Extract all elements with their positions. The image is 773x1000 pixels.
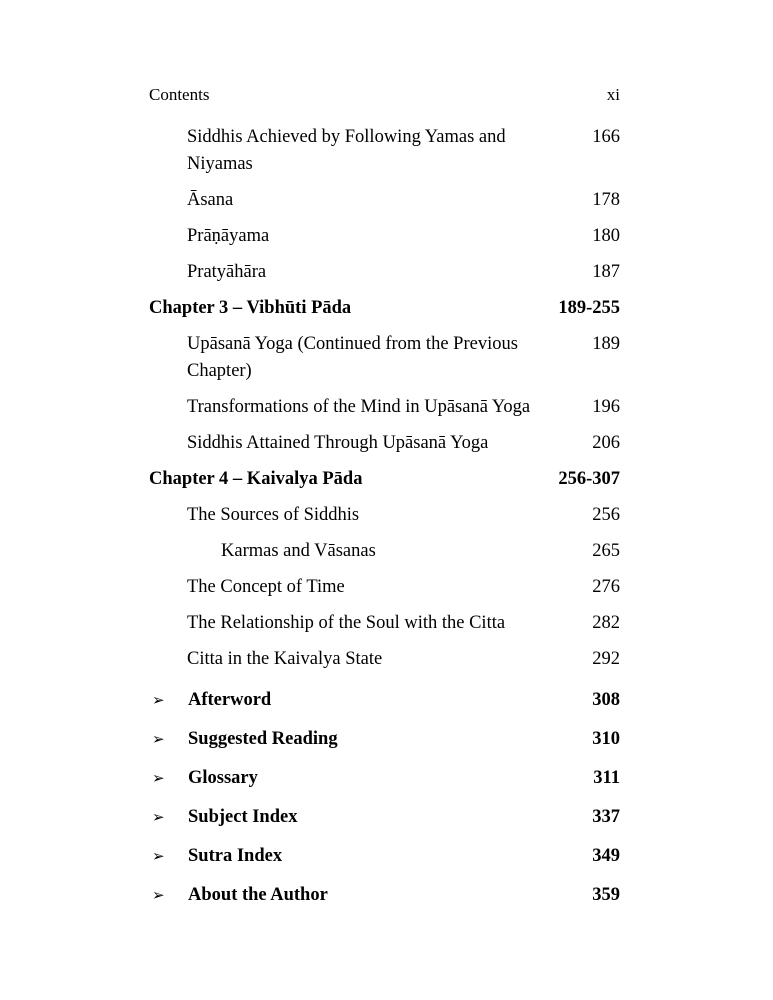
toc-entry-page-number: 265	[592, 541, 620, 561]
toc-entry-label: Transformations of the Mind in Upāsanā Yoga	[187, 397, 531, 417]
toc-entry-row[interactable]	[149, 430, 620, 457]
toc-entry-page-number: 256	[592, 505, 620, 525]
toc-entry-page-number: 196	[592, 397, 620, 417]
back-matter-row[interactable]	[149, 726, 620, 753]
toc-entry-page-number: 282	[592, 613, 620, 633]
toc-entry-label: Chapter 4 – Kaivalya Pāda	[149, 469, 363, 489]
toc-entry-label: The Relationship of the Soul with the Citta	[187, 613, 506, 633]
toc-entry-label: Prāṇāyama	[187, 226, 270, 246]
back-matter-label: About the Author	[188, 885, 328, 905]
toc-entry-page-number: 206	[592, 433, 620, 453]
toc-entry-label: Upāsanā Yoga (Continued from the Previous Chapter)	[187, 334, 518, 381]
toc-chapter-row[interactable]	[149, 295, 620, 322]
toc-entry-row[interactable]	[149, 574, 620, 601]
toc-entry-row[interactable]	[149, 394, 620, 421]
back-matter-label: Suggested Reading	[188, 729, 338, 749]
back-matter-row[interactable]	[149, 882, 620, 909]
toc-entry-label: Chapter 3 – Vibhūti Pāda	[149, 298, 352, 318]
back-matter-label: Subject Index	[188, 807, 298, 827]
back-matter-row[interactable]	[149, 765, 620, 792]
back-matter-page-number: 337	[592, 807, 620, 827]
running-head	[149, 84, 620, 105]
back-matter-page-number: 349	[592, 846, 620, 866]
toc-entry-label: Citta in the Kaivalya State	[187, 649, 383, 669]
back-matter-row[interactable]	[149, 687, 620, 714]
back-matter-label: Afterword	[188, 690, 272, 710]
back-matter-label: Sutra Index	[188, 846, 283, 866]
back-matter-page-number: 311	[593, 768, 620, 788]
toc-entry-row[interactable]	[149, 646, 620, 673]
toc-entry-row[interactable]	[149, 187, 620, 214]
back-matter-row[interactable]	[149, 804, 620, 831]
toc-entry-page-number: 178	[592, 190, 620, 210]
toc-entry-page-number: 189-255	[558, 298, 620, 318]
back-matter-page-number: 359	[592, 885, 620, 905]
toc-entry-row[interactable]	[149, 538, 620, 565]
arrowhead-bullet-icon: ➢	[152, 730, 165, 748]
arrowhead-bullet-icon: ➢	[152, 691, 165, 709]
table-of-contents	[149, 124, 620, 921]
toc-entry-label: Siddhis Attained Through Upāsanā Yoga	[187, 433, 489, 453]
toc-entry-page-number: 276	[592, 577, 620, 597]
toc-entry-page-number: 180	[592, 226, 620, 246]
toc-entry-page-number: 187	[592, 262, 620, 282]
arrowhead-bullet-icon: ➢	[152, 808, 165, 826]
back-matter-page-number: 310	[592, 729, 620, 749]
toc-chapter-row[interactable]	[149, 466, 620, 493]
back-matter-list	[149, 687, 620, 909]
toc-entry-page-number: 166	[592, 127, 620, 147]
toc-entry-label: Siddhis Achieved by Following Yamas and Niyamas	[187, 127, 506, 174]
toc-entry-page-number: 256-307	[558, 469, 620, 489]
toc-entry-label: The Sources of Siddhis	[187, 505, 360, 525]
toc-entry-label: Karmas and Vāsanas	[221, 541, 376, 561]
back-matter-page-number: 308	[592, 690, 620, 710]
arrowhead-bullet-icon: ➢	[152, 886, 165, 904]
running-head-title: Contents	[149, 85, 210, 104]
toc-entry-row[interactable]	[149, 259, 620, 286]
toc-entry-row[interactable]	[149, 502, 620, 529]
toc-entry-row[interactable]	[149, 610, 620, 637]
back-matter-label: Glossary	[188, 768, 258, 788]
toc-entry-row[interactable]	[149, 331, 620, 385]
toc-entry-page-number: 189	[592, 334, 620, 354]
back-matter-row[interactable]	[149, 843, 620, 870]
toc-entry-label: Pratyāhāra	[187, 262, 267, 282]
arrowhead-bullet-icon: ➢	[152, 847, 165, 865]
running-head-folio: xi	[606, 85, 620, 104]
toc-entry-row[interactable]	[149, 124, 620, 178]
toc-entry-label: The Concept of Time	[187, 577, 345, 597]
toc-entry-row[interactable]	[149, 223, 620, 250]
toc-entry-label: Āsana	[187, 190, 234, 210]
arrowhead-bullet-icon: ➢	[152, 769, 165, 787]
toc-entry-list	[149, 124, 620, 673]
toc-entry-page-number: 292	[592, 649, 620, 669]
